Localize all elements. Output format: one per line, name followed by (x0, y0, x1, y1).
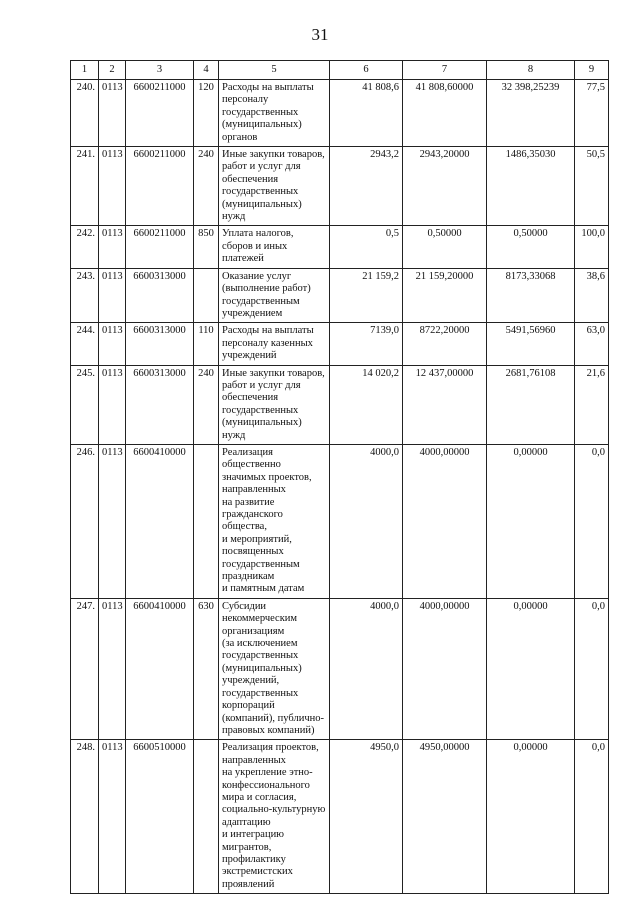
value-col-6: 7139,0 (330, 323, 403, 365)
page-number: 31 (311, 25, 329, 44)
table-row (71, 740, 609, 894)
value-col-6: 14 020,2 (330, 365, 403, 444)
percent-col-9: 0,0 (575, 740, 609, 894)
expense-type-code: 110 (194, 323, 219, 365)
expense-name: Уплата налогов, сборов и иных платежей (219, 226, 330, 268)
value-col-7: 2943,20000 (403, 147, 487, 226)
value-col-8: 2681,76108 (487, 365, 575, 444)
column-header: 6 (330, 61, 403, 80)
table-row (71, 323, 609, 365)
percent-col-9: 63,0 (575, 323, 609, 365)
row-number: 247. (71, 598, 99, 739)
value-col-6: 4000,0 (330, 444, 403, 598)
target-article-code: 6600313000 (126, 365, 194, 444)
value-col-6: 0,5 (330, 226, 403, 268)
value-col-8: 1486,35030 (487, 147, 575, 226)
expense-name: Оказание услуг (выполнение работ) государственным учреждением (219, 268, 330, 323)
expense-type-code (194, 444, 219, 598)
value-col-7: 21 159,20000 (403, 268, 487, 323)
expense-name: Иные закупки товаров, работ и услуг для обеспечения государственных (муниципальных) нужд (219, 147, 330, 226)
column-header: 4 (194, 61, 219, 80)
column-header: 9 (575, 61, 609, 80)
expense-name: Иные закупки товаров, работ и услуг для обеспечения государственных (муниципальных) нужд (219, 365, 330, 444)
value-col-6: 41 808,6 (330, 80, 403, 147)
section-code: 0113 (99, 226, 126, 268)
table-row (71, 80, 609, 147)
row-number: 241. (71, 147, 99, 226)
column-header: 5 (219, 61, 330, 80)
table-row (71, 598, 609, 739)
expense-type-code: 240 (194, 147, 219, 226)
row-number: 244. (71, 323, 99, 365)
percent-col-9: 50,5 (575, 147, 609, 226)
section-code: 0113 (99, 740, 126, 894)
table-row (71, 365, 609, 444)
section-code: 0113 (99, 80, 126, 147)
expense-type-code: 850 (194, 226, 219, 268)
expense-name: Реализация общественно значимых проектов, направленных на развитие гражданского общества, и мероприятий, посвященных государственным праздникам и памятным датам (219, 444, 330, 598)
target-article-code: 6600410000 (126, 598, 194, 739)
value-col-8: 0,00000 (487, 598, 575, 739)
row-number: 243. (71, 268, 99, 323)
table-row (71, 226, 609, 268)
column-header: 7 (403, 61, 487, 80)
value-col-8: 5491,56960 (487, 323, 575, 365)
expense-name: Расходы на выплаты персоналу казенных учреждений (219, 323, 330, 365)
value-col-7: 4000,00000 (403, 444, 487, 598)
percent-col-9: 0,0 (575, 598, 609, 739)
value-col-8: 32 398,25239 (487, 80, 575, 147)
expense-type-code (194, 268, 219, 323)
row-number: 240. (71, 80, 99, 147)
percent-col-9: 77,5 (575, 80, 609, 147)
section-code: 0113 (99, 268, 126, 323)
section-code: 0113 (99, 147, 126, 226)
value-col-8: 0,00000 (487, 444, 575, 598)
percent-col-9: 38,6 (575, 268, 609, 323)
value-col-6: 4950,0 (330, 740, 403, 894)
percent-col-9: 100,0 (575, 226, 609, 268)
expense-type-code: 120 (194, 80, 219, 147)
value-col-6: 4000,0 (330, 598, 403, 739)
expense-name: Реализация проектов, направленных на укрепление этно-конфессионального мира и согласия, социально-культурную адаптацию и интеграцию мигрантов, профилактику экстремистских проявлений (219, 740, 330, 894)
percent-col-9: 21,6 (575, 365, 609, 444)
column-header: 1 (71, 61, 99, 80)
value-col-6: 2943,2 (330, 147, 403, 226)
expense-type-code (194, 740, 219, 894)
column-header: 8 (487, 61, 575, 80)
expense-name: Расходы на выплаты персоналу государственных (муниципальных) органов (219, 80, 330, 147)
section-code: 0113 (99, 598, 126, 739)
section-code: 0113 (99, 444, 126, 598)
table-row (71, 444, 609, 598)
value-col-8: 0,00000 (487, 740, 575, 894)
value-col-7: 12 437,00000 (403, 365, 487, 444)
value-col-7: 8722,20000 (403, 323, 487, 365)
target-article-code: 6600211000 (126, 226, 194, 268)
value-col-8: 8173,33068 (487, 268, 575, 323)
value-col-7: 0,50000 (403, 226, 487, 268)
header-row (71, 61, 609, 80)
target-article-code: 6600313000 (126, 323, 194, 365)
value-col-6: 21 159,2 (330, 268, 403, 323)
value-col-7: 4000,00000 (403, 598, 487, 739)
budget-table (70, 60, 609, 894)
target-article-code: 6600510000 (126, 740, 194, 894)
row-number: 245. (71, 365, 99, 444)
table-row (71, 147, 609, 226)
value-col-7: 41 808,60000 (403, 80, 487, 147)
table-body (71, 80, 609, 894)
section-code: 0113 (99, 365, 126, 444)
table-row (71, 268, 609, 323)
column-header: 3 (126, 61, 194, 80)
target-article-code: 6600211000 (126, 80, 194, 147)
row-number: 242. (71, 226, 99, 268)
percent-col-9: 0,0 (575, 444, 609, 598)
value-col-7: 4950,00000 (403, 740, 487, 894)
section-code: 0113 (99, 323, 126, 365)
target-article-code: 6600211000 (126, 147, 194, 226)
row-number: 246. (71, 444, 99, 598)
expense-name: Субсидии некоммерческим организациям (за исключением государственных (муниципальных) учреждений, государственных корпораций (компаний), публично-правовых компаний) (219, 598, 330, 739)
target-article-code: 6600313000 (126, 268, 194, 323)
target-article-code: 6600410000 (126, 444, 194, 598)
expense-type-code: 630 (194, 598, 219, 739)
value-col-8: 0,50000 (487, 226, 575, 268)
row-number: 248. (71, 740, 99, 894)
column-header: 2 (99, 61, 126, 80)
expense-type-code: 240 (194, 365, 219, 444)
